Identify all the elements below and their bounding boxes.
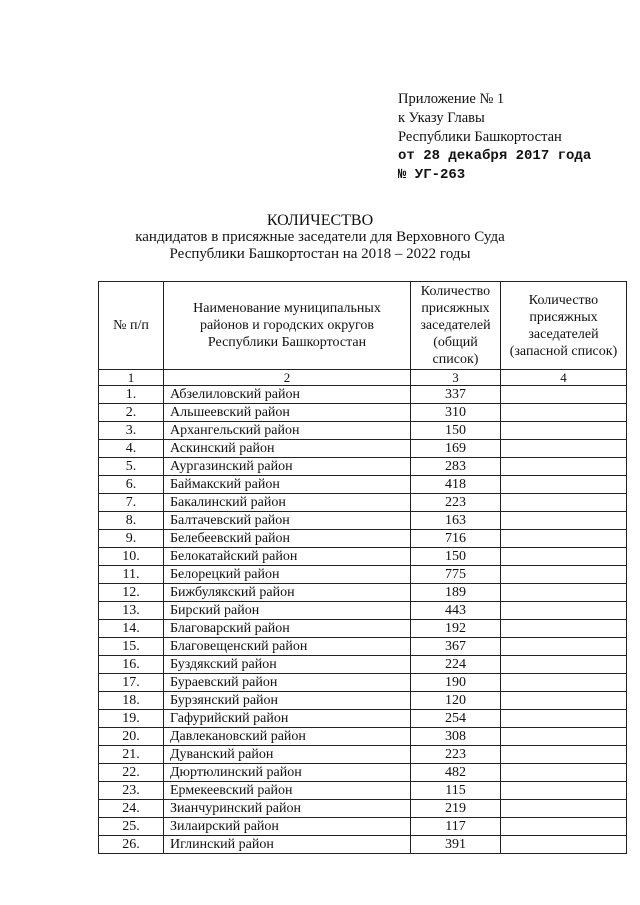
total-count: 169 [411,440,501,458]
district-name: Ермекеевский район [164,782,411,800]
title-line-3: Республики Башкортостан на 2018 – 2022 годы [169,246,471,262]
row-number: 23. [99,782,164,800]
row-number: 20. [99,728,164,746]
table-row [99,512,627,530]
row-number: 4. [99,440,164,458]
title-heading: КОЛИЧЕСТВО [266,212,374,229]
column-number: 4 [501,370,627,386]
total-count: 117 [411,818,501,836]
total-count: 716 [411,530,501,548]
column-number: 2 [164,370,411,386]
total-count: 391 [411,836,501,854]
reserve-count [501,746,627,764]
total-count: 337 [411,386,501,404]
row-number: 1. [99,386,164,404]
appendix-line-3: Республики Башкортостан [398,129,562,145]
district-name: Белебеевский район [164,530,411,548]
district-name: Балтачевский район [164,512,411,530]
header-reserve: Количество присяжных заседателей (запасной список) [501,282,627,370]
reserve-count [501,566,627,584]
district-name: Буздякский район [164,656,411,674]
reserve-count [501,674,627,692]
total-count: 192 [411,620,501,638]
table-row [99,656,627,674]
reserve-count [501,530,627,548]
reserve-count [501,494,627,512]
district-name: Дуванский район [164,746,411,764]
table-row [99,476,627,494]
reserve-count [501,620,627,638]
total-count: 308 [411,728,501,746]
reserve-count [501,782,627,800]
row-number: 2. [99,404,164,422]
reserve-count [501,476,627,494]
reserve-count [501,836,627,854]
total-count: 120 [411,692,501,710]
column-number: 1 [99,370,164,386]
district-name: Дюртюлинский район [164,764,411,782]
total-count: 150 [411,548,501,566]
table-row [99,638,627,656]
reserve-count [501,710,627,728]
row-number: 3. [99,422,164,440]
district-name: Аургазинский район [164,458,411,476]
reserve-count [501,800,627,818]
table-row [99,548,627,566]
district-name: Иглинский район [164,836,411,854]
district-name: Аскинский район [164,440,411,458]
row-number: 10. [99,548,164,566]
total-count: 310 [411,404,501,422]
row-number: 25. [99,818,164,836]
table-row [99,800,627,818]
reserve-count [501,584,627,602]
table-header-row [99,282,627,370]
row-number: 9. [99,530,164,548]
row-number: 26. [99,836,164,854]
district-name: Бурзянский район [164,692,411,710]
district-name: Бирский район [164,602,411,620]
total-count: 775 [411,566,501,584]
district-name: Белорецкий район [164,566,411,584]
table-row [99,458,627,476]
table-row [99,836,627,854]
reserve-count [501,764,627,782]
appendix-decree-number: № УГ-263 [398,167,466,183]
header-total: Количество присяжных заседателей (общий список) [411,282,501,370]
reserve-count [501,638,627,656]
row-number: 7. [99,494,164,512]
reserve-count [501,602,627,620]
column-number-row [99,370,627,386]
reserve-count [501,548,627,566]
district-name: Бураевский район [164,674,411,692]
appendix-line-1: Приложение № 1 [398,91,505,107]
header-num: № п/п [99,282,164,370]
table-row [99,386,627,404]
total-count: 219 [411,800,501,818]
reserve-count [501,404,627,422]
total-count: 224 [411,656,501,674]
row-number: 13. [99,602,164,620]
district-name: Бакалинский район [164,494,411,512]
document-title [0,212,640,263]
table-row [99,494,627,512]
table-body [99,386,627,854]
reserve-count [501,728,627,746]
table-row [99,764,627,782]
row-number: 8. [99,512,164,530]
row-number: 6. [99,476,164,494]
appendix-line-2: к Указу Главы [398,110,485,126]
table-row [99,746,627,764]
table-row [99,566,627,584]
total-count: 115 [411,782,501,800]
reserve-count [501,818,627,836]
total-count: 223 [411,494,501,512]
reserve-count [501,458,627,476]
total-count: 443 [411,602,501,620]
district-name: Благовещенский район [164,638,411,656]
row-number: 5. [99,458,164,476]
reserve-count [501,692,627,710]
district-name: Бижбулякский район [164,584,411,602]
table-row [99,530,627,548]
total-count: 190 [411,674,501,692]
row-number: 16. [99,656,164,674]
district-name: Давлекановский район [164,728,411,746]
table-row [99,692,627,710]
total-count: 283 [411,458,501,476]
row-number: 12. [99,584,164,602]
row-number: 19. [99,710,164,728]
row-number: 15. [99,638,164,656]
total-count: 189 [411,584,501,602]
table-row [99,602,627,620]
row-number: 18. [99,692,164,710]
table-row [99,710,627,728]
table-row [99,440,627,458]
reserve-count [501,422,627,440]
district-name: Благоварский район [164,620,411,638]
row-number: 11. [99,566,164,584]
total-count: 150 [411,422,501,440]
district-name: Гафурийский район [164,710,411,728]
total-count: 254 [411,710,501,728]
district-name: Абзелиловский район [164,386,411,404]
reserve-count [501,440,627,458]
table-row [99,404,627,422]
total-count: 367 [411,638,501,656]
candidates-table [98,281,627,854]
appendix-date: от 28 декабря 2017 года [398,148,592,164]
table-row [99,818,627,836]
row-number: 21. [99,746,164,764]
row-number: 22. [99,764,164,782]
table-row [99,584,627,602]
total-count: 223 [411,746,501,764]
table-row [99,674,627,692]
district-name: Альшеевский район [164,404,411,422]
total-count: 163 [411,512,501,530]
reserve-count [501,512,627,530]
reserve-count [501,656,627,674]
table-row [99,782,627,800]
header-name: Наименование муниципальных районов и городских округов Республики Башкортостан [164,282,411,370]
reserve-count [501,386,627,404]
appendix-block [398,90,591,185]
district-name: Зианчуринский район [164,800,411,818]
row-number: 14. [99,620,164,638]
row-number: 24. [99,800,164,818]
title-line-2: кандидатов в присяжные заседатели для Верховного Суда [135,229,505,245]
table-row [99,422,627,440]
district-name: Баймакский район [164,476,411,494]
district-name: Зилаирский район [164,818,411,836]
column-number: 3 [411,370,501,386]
district-name: Белокатайский район [164,548,411,566]
district-name: Архангельский район [164,422,411,440]
table-row [99,620,627,638]
total-count: 482 [411,764,501,782]
total-count: 418 [411,476,501,494]
table-row [99,728,627,746]
row-number: 17. [99,674,164,692]
